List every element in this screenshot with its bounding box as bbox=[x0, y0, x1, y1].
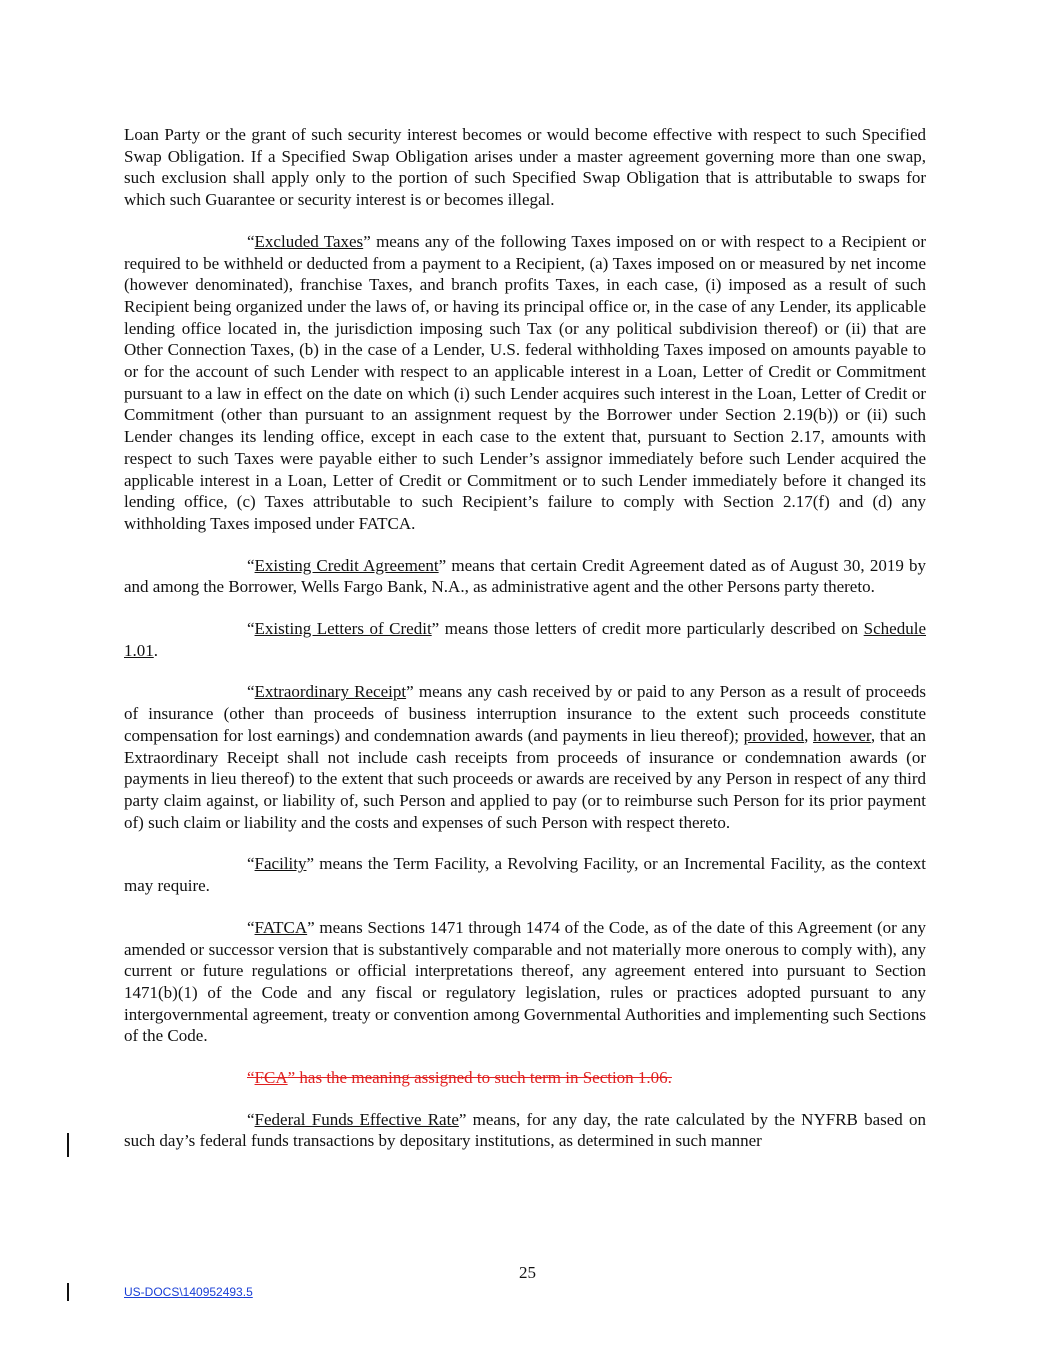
definition-fca-deleted bbox=[124, 1067, 926, 1089]
open-quote: “ bbox=[247, 1109, 255, 1129]
open-quote: “ bbox=[247, 854, 255, 874]
paragraph-continuation: Loan Party or the grant of such security interest becomes or would become effective with respect to such Specified Swap Obligation. If a Specified Swap Obligation arises under a master agreement governing more than one swap, such exclusion shall apply only to the portion of such Specified Swap Obligation that is attributable to swaps for which such Guarantee or security interest is or becomes illegal. bbox=[124, 125, 926, 210]
however-term: however bbox=[813, 725, 871, 745]
definition-text: ” means any of the following Taxes imposed on or with respect to a Recipient or required to be withheld or deducted from a payment to a Recipient, (a) Taxes imposed on or measured by net income (however denominated), franchise Taxes, and branch profits Taxes, in each case, (i) imposed as a result of such Recipient being organized under the laws of, or having its principal office or, in the case of any Lender, its applicable lending office located in, the jurisdiction imposing such Tax (or any political subdivision thereof) or (ii) that are Other Connection Taxes, (b) in the case of a Lender, U.S. federal withholding Taxes imposed on amounts payable to or for the account of such Lender with respect to an applicable interest in a Loan, Letter of Credit or Commitment pursuant to a law in effect on the date on which (i) such Lender acquires such interest in the Loan, Letter of Credit or Commitment (other than pursuant to an assignment request by the Borrower under Section 2.19(b)) or (ii) such Lender changes its lending office, except in each case to the extent that, pursuant to Section 2.17, amounts with respect to such Taxes were payable either to such Lender’s assignor immediately before such Lender acquired the applicable interest in a Loan, Letter of Credit or Commitment or to such Lender immediately before it changed its lending office, (c) Taxes attributable to such Recipient’s failure to comply with Section 2.17(f) and (d) any withholding Taxes imposed under FATCA. bbox=[124, 231, 927, 533]
definition-text-continued: , that an Extraordinary Receipt shall not include cash receipts from proceeds of insurance or condemnation awards (or payments in lieu thereof) to the extent that such proceeds or awards are received by any Person in respect of any third party claim against, or liability of, such Person and applied to pay (or to reimburse such Person for its prior payment of) such claim or liability and the costs and expenses of such Person with respect thereto. bbox=[124, 725, 926, 832]
open-quote: “ bbox=[247, 619, 255, 639]
defined-term-fatca: FATCA bbox=[254, 917, 308, 937]
definition-fatca bbox=[124, 917, 926, 1047]
defined-term-fca: FCA bbox=[254, 1068, 288, 1088]
open-quote: “ bbox=[247, 231, 255, 251]
definition-federal-funds-effective-rate bbox=[124, 1109, 926, 1152]
open-quote: “ bbox=[247, 555, 255, 575]
open-quote: “ bbox=[247, 682, 255, 702]
defined-term-existing-credit-agreement: Existing Credit Agreement bbox=[254, 555, 439, 575]
comma: , bbox=[804, 725, 814, 745]
definition-facility bbox=[124, 853, 926, 896]
period: . bbox=[153, 640, 158, 660]
definition-existing-credit-agreement bbox=[124, 555, 926, 598]
definition-text: ” means Sections 1471 through 1474 of the Code, as of the date of this Agreement (or any amended or successor version that is substantively comparable and not materially more onerous to comply with), any current or future regulations or official interpretations thereof, any agreement entered into pursuant to Section 1471(b)(1) of the Code and any fiscal or regulatory legislation, rules or practices adopted pursuant to any intergovernmental agreement, treaty or convention among Governmental Authorities and implementing such Sections of the Code. bbox=[124, 917, 926, 1046]
definition-extraordinary-receipt bbox=[124, 681, 926, 833]
defined-term-federal-funds-effective-rate: Federal Funds Effective Rate bbox=[254, 1109, 459, 1129]
defined-term-extraordinary-receipt: Extraordinary Receipt bbox=[254, 682, 407, 702]
definition-text: ” means those letters of credit more particularly described on bbox=[431, 619, 864, 639]
document-body bbox=[124, 124, 926, 1172]
definition-text: ” means, for any day, the rate calculated by the NYFRB based on such day’s federal funds transactions by depositary institutions, as determined in such manner bbox=[124, 1109, 926, 1151]
definition-text: ” means any cash received by or paid to any Person as a result of proceeds of insurance (other than proceeds of business interruption insurance to the extent such proceeds constitute compensation for lost earnings) and condemnation awards (and payments in lieu thereof); bbox=[124, 682, 927, 745]
document-id-link[interactable]: US-DOCS\140952493.5 bbox=[124, 1285, 253, 1299]
schedule-reference: Schedule 1.01 bbox=[124, 619, 926, 660]
change-bar-fca bbox=[67, 1133, 69, 1157]
provided-term: provided bbox=[743, 725, 805, 745]
defined-term-excluded-taxes: Excluded Taxes bbox=[254, 231, 364, 251]
definition-text: ” means that certain Credit Agreement dated as of August 30, 2019 by and among the Borrower, Wells Fargo Bank, N.A., as administrative agent and the other Persons party thereto. bbox=[124, 555, 926, 597]
definition-existing-letters-of-credit bbox=[124, 618, 926, 661]
defined-term-existing-letters-of-credit: Existing Letters of Credit bbox=[254, 619, 432, 639]
open-quote: “ bbox=[247, 917, 255, 937]
definition-text: ” means the Term Facility, a Revolving Facility, or an Incremental Facility, as the context may require. bbox=[124, 854, 926, 896]
page-number: 25 bbox=[519, 1263, 536, 1282]
definition-excluded-taxes bbox=[124, 231, 926, 535]
definition-text-deleted: ” has the meaning assigned to such term in Section 1.06. bbox=[287, 1068, 672, 1088]
change-bar-footer bbox=[67, 1283, 69, 1301]
open-quote-deleted: “ bbox=[247, 1068, 255, 1088]
defined-term-facility: Facility bbox=[254, 854, 307, 874]
